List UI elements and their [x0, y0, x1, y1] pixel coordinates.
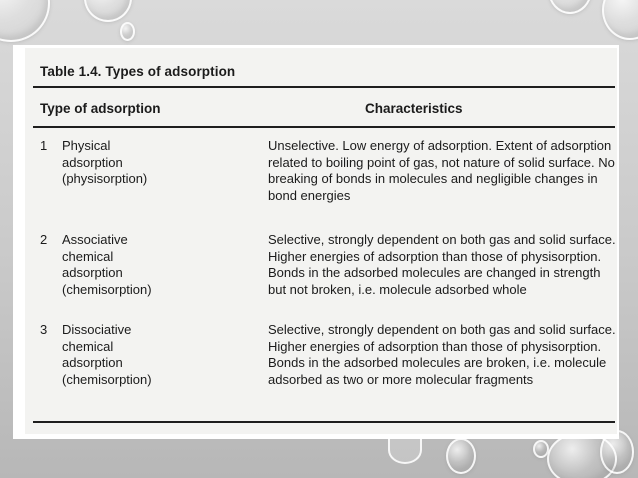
scanned-table-document: [25, 48, 617, 434]
header-bottom-rule: [33, 126, 615, 128]
water-bubble-icon: [120, 22, 135, 41]
table-top-rule: [33, 86, 615, 88]
row-characteristics: Unselective. Low energy of adsorption. Extent of adsorption related to boiling point of gas, not nature of solid surface. No breaking of bonds in molecules and negligible changes in bond energies: [268, 138, 615, 203]
column-header-characteristics: Characteristics: [365, 101, 463, 116]
table-title: Table 1.4. Types of adsorption: [40, 64, 236, 79]
column-header-type: Type of adsorption: [40, 101, 161, 116]
water-bubble-icon: [84, 0, 132, 22]
row-number: 1: [40, 138, 48, 153]
row-type: Dissociative chemical adsorption (chemisorption): [62, 322, 152, 387]
row-characteristics: Selective, strongly dependent on both gas and solid surface. Higher energies of adsorption than those of physisorption. Bonds in the adsorbed molecules are broken, i.e. molecule adsorbed as two or more molecular fragments: [268, 322, 616, 387]
table-bottom-rule: [33, 421, 615, 423]
water-bubble-icon: [0, 0, 50, 42]
water-bubble-icon: [602, 0, 638, 40]
row-characteristics: Selective, strongly dependent on both gas and solid surface. Higher energies of adsorption than those of physisorption. Bonds in the adsorbed molecules are changed in strength but not broken, i.e. molecule adsorbed whole: [268, 232, 616, 297]
row-type: Associative chemical adsorption (chemisorption): [62, 232, 152, 297]
row-number: 2: [40, 232, 48, 247]
row-type: Physical adsorption (physisorption): [62, 138, 148, 187]
water-drop-icon: [388, 436, 422, 464]
row-number: 3: [40, 322, 48, 337]
water-bubble-icon: [446, 438, 476, 474]
water-bubble-icon: [548, 0, 592, 14]
